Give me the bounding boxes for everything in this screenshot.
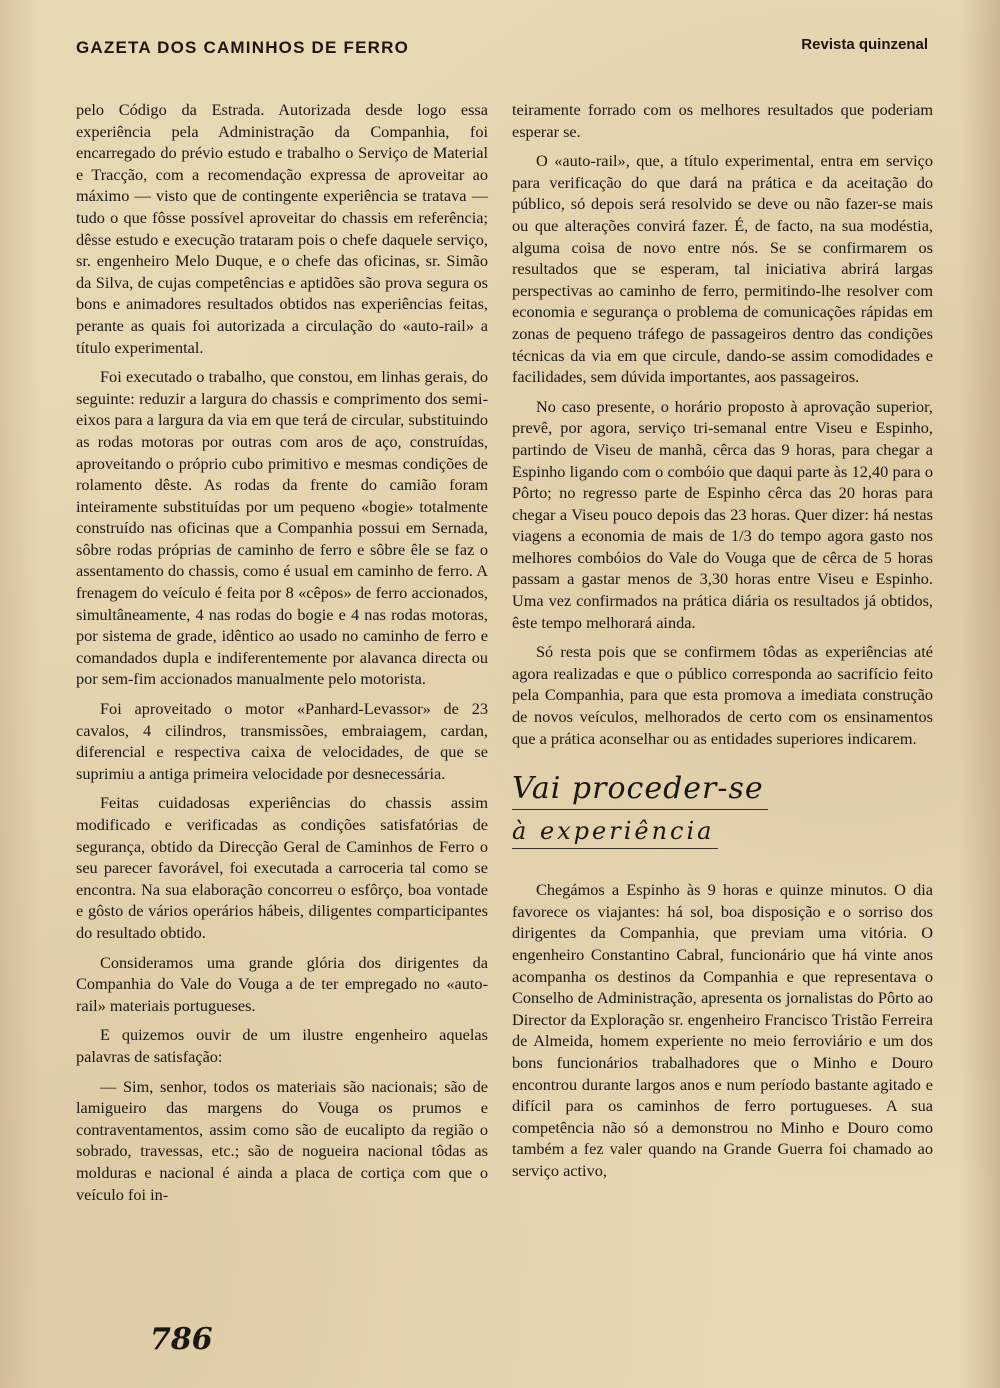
paragraph: Foi aproveitado o motor «Panhard-Levassor» de 23 cavalos, 4 cilindros, transmissões, embraiagem, cardan, diferencial e respectiva caixa de velocidades, de que se suprimiu a antiga primeira velocidade por desnecessária.	[76, 699, 488, 783]
publication-title: GAZETA DOS CAMINHOS DE FERRO	[76, 38, 409, 57]
paragraph: No caso presente, o horário proposto à aprovação superior, prevê, por agora, serviço tri-semanal entre Viseu e Espinho, partindo de Viseu de manhã, cêrca das 9 horas, para chegar a Espinho ligando com o combóio que daqui parte às 12,40 para o Pôrto; no regresso parte de Espinho cêrca das 20 horas para chegar a Viseu pouco depois das 23 horas. Quer dizer: há nestas viagens a economia de mais de 1/3 do tempo agora gasto nos melhores combóios do Vale do Vouga que de cêrca de 5 horas passam a gastar menos de 3,30 horas entre Viseu e Espinho. Uma vez confirmados na prática diária os resultados já obtidos, êste tempo melhorará ainda.	[512, 396, 933, 632]
paragraph: Feitas cuidadosas experiências do chassis assim modificado e verificadas as condições satisfatórias de segurança, obtido da Direcção Geral de Caminhos de Ferro o seu parecer favorável, foi executada a carroceria tal como se encontra. Na sua elaboração concorreu o esfôrço, boa vontade e gôsto de vários operários hábeis, diligentes comparticipantes do resultado obtido.	[76, 793, 488, 942]
publication-frequency: Revista quinzenal	[801, 36, 928, 53]
paragraph: E quizemos ouvir de um ilustre engenheiro aquelas palavras de satisfação:	[76, 1025, 488, 1066]
section-heading-line-1: Vai proceder-se	[512, 769, 768, 810]
paragraph: pelo Código da Estrada. Autorizada desde logo essa experiência pela Administração da Companhia, foi encarregado do prévio estudo e trabalho o Serviço de Material e Tracção, com a recomendação expressa de aproveitar ao máximo — visto que de contingente experiência se tratava — tudo o que fôsse possível aproveitar do chassis em referência; dêsse estudo e execução trataram pois o chefe daquele serviço, sr. engenheiro Melo Duque, e o chefe das oficinas, sr. Simão da Silva, de cujas competências e aptidões são prova segura os bons e animadores resultados obtidos nas experiências feitas, perante as quais foi autorizada a circulação do «auto-rail» a título experimental.	[76, 100, 488, 357]
paragraph: — Sim, senhor, todos os materiais são nacionais; são de lamigueiro das margens do Vouga os prumos e contraventamentos, assim como são de eucalipto da região o sobrado, travessas, etc.; são de nogueira nacional tôdas as molduras e nacional é ainda a placa de cortiça com que o veículo foi in-	[76, 1076, 488, 1204]
section-heading-line-2: à experiência	[512, 814, 718, 849]
page-number: 786	[150, 1322, 213, 1357]
paragraph: teiramente forrado com os melhores resultados que poderiam esperar se.	[512, 100, 933, 141]
paragraph: Foi executado o trabalho, que constou, em linhas gerais, do seguinte: reduzir a largura do chassis e comprimento dos semi-eixos para a largura da via em que terá de circular, substituindo as rodas motoras por outras com aros de aço, construídas, aproveitando o próprio cubo primitivo e mesmas condições de rolamento dêste. As rodas da frente do camião foram inteiramente substituídas por um pequeno «bogie» totalmente construído nas oficinas que a Companhia possui em Sernada, sôbre rodas próprias de caminho de ferro e sôbre êle se faz o assentamento do chassis, como é usual em caminho de ferro. A frenagem do veículo é feita por 8 «cêpos» de ferro accionados, simultâneamente, 4 nas rodas do bogie e 4 nas rodas motoras, por sistema de grade, idêntico ao usado no caminho de ferro e comandados dupla e indiferentemente por alavanca directa ou por sem-fim accionados manualmente pelo motorista.	[76, 367, 488, 689]
paragraph: Só resta pois que se confirmem tôdas as experiências até agora realizadas e que o público corresponda ao sacrifício feito pela Companhia, para que esta promova a imediata construção de novos veículos, melhorados de certo com os ensinamentos que a prática aconselhar ou as entidades superiores indicarem.	[512, 642, 933, 748]
section-heading	[512, 769, 933, 849]
right-column	[512, 99, 933, 1190]
left-column	[76, 99, 488, 1213]
paragraph: O «auto-rail», que, a título experimental, entra em serviço para verificação do que dará na prática e da aceitação do público, só depois será resolvido se deve ou não fazer-se mais ou que alterações convirá fazer. É, de facto, na sua modéstia, alguma coisa de novo entre nós. Se se confirmarem os resultados que se esperam, tal iniciativa abrirá largas perspectivas ao caminho de ferro, permitindo-lhe resolver com economia e segurança o problema de comunicações rápidas em zonas de pequeno tráfego de passageiros dentro das condições técnicas da via em que circule, dando-se assim comodidades e facilidades, sem dúvida importantes, aos passageiros.	[512, 151, 933, 387]
paragraph: Chegámos a Espinho às 9 horas e quinze minutos. O dia favorece os viajantes: há sol, boa disposição e o sorriso dos dirigentes da Companhia, que previam uma vitória. O engenheiro Constantino Cabral, funcionário que há vinte anos acompanha os destinos da Companhia e que representava o Conselho de Administração, apresenta os jornalistas do Pôrto ao Director da Exploração sr. engenheiro Francisco Tristão Ferreira de Almeida, homem experiente no meio ferroviário e um dos bons funcionários trabalhadores que o Minho e Douro encontrou durante largos anos e num período bastante agitado e difícil para os caminhos de ferro portugueses. A sua competência não só a demonstrou no Minho e Douro como também a fez valer quando na Grande Guerra foi chamado ao serviço activo,	[512, 880, 933, 1180]
paragraph: Consideramos uma grande glória dos dirigentes da Companhia do Vale do Vouga a de ter empregado no «auto-rail» materiais portugueses.	[76, 952, 488, 1015]
